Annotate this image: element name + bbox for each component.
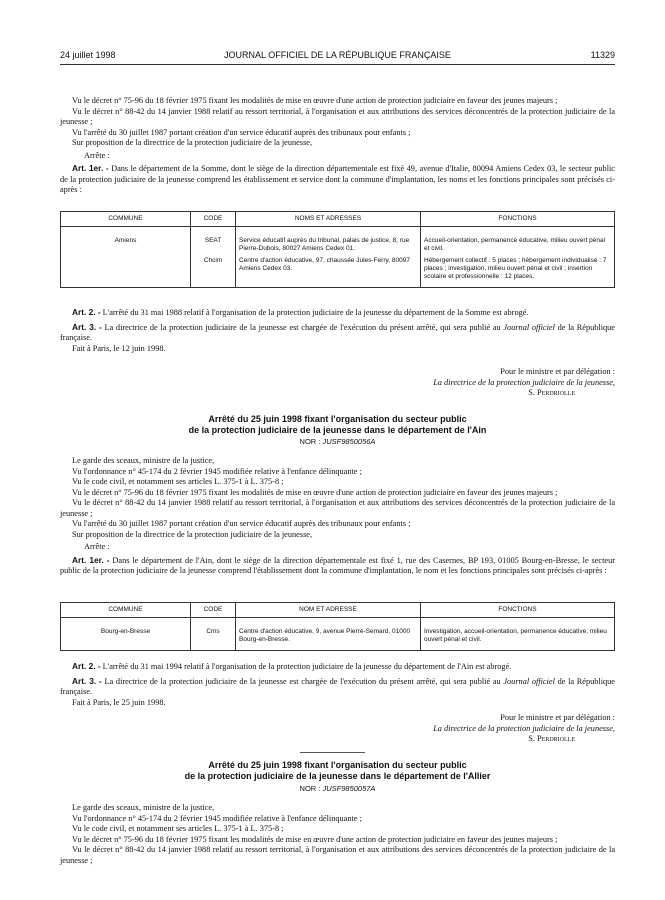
col-commune: COMMUNE — [61, 603, 191, 618]
cell-adresse: Centre d'action éducative, 9, avenue Pierre-Semard, 01000 Bourg-en-Bresse. — [236, 618, 421, 651]
article-2 — [60, 661, 615, 673]
cell-code: SEAT — [191, 227, 236, 256]
ain-visas — [60, 456, 615, 577]
article-text: La directrice de la protection judiciaire de la jeunesse est chargée de l'exécution du présent arrêté, qui sera publié au — [104, 322, 501, 332]
cell-adresse: Service éducatif auprès du tribunal, palais de justice, 8, rue Pierre-Dubois, 80027 Amiens Cedex 01. — [236, 227, 421, 256]
table-header-row — [61, 603, 615, 618]
article-text: L'arrêté du 31 mai 1994 relatif à l'organisation de la protection judiciaire de la jeunesse du département de l'Ain est abrogé. — [102, 662, 512, 671]
nor-code: JUSF9850056A — [322, 437, 376, 446]
visa: Sur proposition de la directrice de la protection judiciaire de la jeunesse, — [72, 529, 313, 539]
visa: Vu le décret n° 75-96 du 18 février 1975 fixant les modalités de mise en œuvre d'une action de protection judiciaire en faveur des jeunes majeurs ; — [72, 96, 558, 105]
title-line: Arrêté du 25 juin 1998 fixant l'organisation du secteur public — [208, 414, 467, 424]
cell-commune: Amiens — [114, 237, 137, 244]
cell-code: Chcim — [191, 255, 236, 288]
visa: Vu l'ordonnance n° 45-174 du 2 février 1945 modifiée relative à l'enfance délinquante ; — [72, 813, 362, 823]
ain-title — [60, 414, 615, 436]
signature-line: Pour le ministre et par délégation : — [500, 713, 615, 722]
cell-code: Cms — [191, 618, 236, 651]
fait-a-paris: Fait à Paris, le 25 juin 1998. — [72, 697, 166, 707]
table-row — [61, 255, 615, 288]
article-text: La directrice de la protection judiciaire de la jeunesse est chargée de l'exécution du présent arrêté, qui sera publié au — [104, 676, 501, 686]
journal-officiel-ref: Journal officiel — [503, 322, 555, 332]
visa: Vu l'arrêté du 30 juillet 1987 portant création d'un service éducatif auprès des tribunaux pour enfants ; — [72, 519, 411, 528]
table-row — [61, 618, 615, 651]
ain-nor — [60, 437, 615, 446]
article-1 — [60, 163, 615, 196]
fait-a-paris: Fait à Paris, le 12 juin 1998. — [72, 343, 166, 353]
col-fonctions: FONCTIONS — [421, 212, 615, 227]
title-line: Arrêté du 25 juin 1998 fixant l'organisation du secteur public — [208, 760, 467, 770]
article-text: de la République française. — [60, 676, 615, 696]
col-commune: COMMUNE — [61, 212, 191, 227]
col-adresses: NOMS ET ADRESSES — [236, 212, 421, 227]
arrete-label: Arrête : — [84, 542, 110, 551]
visa: Vu le décret n° 88-42 du 14 janvier 1988 relatif au ressort territorial, à l'organisation et aux attributions des services déconcentrés de la protection judiciaire de la jeunesse ; — [60, 106, 615, 126]
visa: Vu l'ordonnance n° 45-174 du 2 février 1945 modifiée relative à l'enfance délinquante ; — [72, 466, 362, 476]
visa: Vu le décret n° 88-42 du 14 janvier 1988 relatif au ressort territorial, à l'organisation et aux attributions des services déconcentrés de la protection judiciaire de la jeunesse ; — [60, 845, 615, 865]
title-line: de la protection judiciaire de la jeunesse dans le département de l'Ain — [188, 425, 487, 435]
article-label: Art. 2. - — [72, 661, 101, 671]
ain-final-articles — [60, 661, 615, 708]
visa: Vu le décret n° 75-96 du 18 février 1975 fixant les modalités de mise en œuvre d'une action de protection judiciaire en faveur des jeunes majeurs ; — [72, 487, 558, 497]
visa: Vu le décret n° 88-42 du 14 janvier 1988 relatif au ressort territorial, à l'organisation et aux attributions des services déconcentrés de la protection judiciaire de la jeunesse ; — [60, 498, 615, 518]
article-3 — [60, 676, 615, 698]
article-label: Art. 3. - — [72, 321, 102, 332]
signature-title: La directrice de la protection judiciaire de la jeunesse, — [433, 377, 615, 387]
visa: Vu le code civil, et notamment ses articles L. 375-1 à L. 375-8 ; — [72, 477, 284, 486]
nor-label: NOR : — [299, 784, 321, 793]
cell-adresse: Centre d'action éducative, 97, chaussée Jules-Ferry, 80097 Amiens Cedex 03. — [236, 255, 421, 288]
visa: Le garde des sceaux, ministre de la justice, — [72, 456, 215, 465]
header-journal: JOURNAL OFFICIEL DE LA RÉPUBLIQUE FRANÇAISE — [224, 50, 451, 60]
section-separator — [300, 752, 365, 753]
table-header-row — [61, 212, 615, 227]
visa: Vu l'arrêté du 30 juillet 1987 portant création d'un service éducatif auprès des tribunaux pour enfants ; — [72, 127, 411, 137]
somme-signature — [380, 367, 615, 399]
article-label: Art. 3. - — [72, 675, 102, 686]
table-row — [61, 227, 615, 256]
cell-commune — [61, 255, 191, 288]
header-date: 24 juillet 1998 — [60, 50, 116, 60]
col-code: CODE — [191, 212, 236, 227]
article-text: de la République française. — [60, 322, 615, 342]
article-text: Dans le département de l'Ain, dont le siège de la direction départementale est fixé 1, rue des Casernes, BP 193, 01005 Bourg-en-Bresse, le secteur public de la protection judiciaire de la jeunesse comprend l'établissement dont la commune d'implantation, le nom et les fonctions principales sont précisés ci-après : — [60, 555, 615, 575]
header-rule — [60, 64, 615, 65]
signature-name: S. Perdriolle — [528, 734, 575, 743]
allier-visas — [60, 803, 615, 866]
signature-title: La directrice de la protection judiciaire de la jeunesse, — [433, 723, 615, 733]
article-label: Art. 2. - — [72, 307, 101, 317]
cell-commune: Bourg-en-Bresse — [100, 628, 151, 635]
allier-nor — [60, 784, 615, 793]
journal-officiel-ref: Journal officiel — [503, 676, 555, 686]
page-header — [60, 50, 615, 62]
cell-fonctions: Investigation, accueil-orientation, permanence éducative, milieu ouvert pénal et civil. — [421, 618, 615, 651]
article-label: Art. 1er. - — [72, 163, 109, 173]
col-code: CODE — [191, 603, 236, 618]
col-adresse: NOM ET ADRESSE — [236, 603, 421, 618]
ain-establishments-table — [60, 602, 615, 651]
article-label: Art. 1er. - — [72, 554, 110, 565]
somme-establishments-table — [60, 211, 615, 288]
article-text: Dans le département de la Somme, dont le siège de la direction départementale est fixé 49, avenue d'Italie, 80094 Amiens Cedex 03, le secteur public de la protection judiciaire de la jeunesse comprend les établissement et service dont la commune d'implantation, les noms et les fonctions principales sont précisés ci-après : — [60, 164, 615, 194]
visa: Vu le code civil, et notamment ses articles L. 375-1 à L. 375-8 ; — [72, 824, 284, 833]
ain-signature — [380, 713, 615, 745]
visa: Sur proposition de la directrice de la protection judiciaire de la jeunesse, — [72, 138, 313, 147]
visa: Vu le décret n° 75-96 du 18 février 1975 fixant les modalités de mise en œuvre d'une action de protection judiciaire en faveur des jeunes majeurs ; — [72, 834, 558, 844]
col-fonctions: FONCTIONS — [421, 603, 615, 618]
header-page-number: 11329 — [590, 50, 615, 60]
cell-fonctions: Accueil-orientation, permanence éducative, milieu ouvert pénal et civil. — [421, 227, 615, 256]
signature-name: S. Perdriolle — [528, 388, 575, 397]
nor-label: NOR : — [299, 437, 321, 446]
cell-fonctions: Hébergement collectif : 5 places ; hébergement individualisé : 7 places ; investigation, milieu ouvert pénal et civil ; insertion scolaire et professionnelle : 12 places. — [421, 255, 615, 288]
title-line: de la protection judiciaire de la jeunesse dans le département de l'Allier — [184, 771, 491, 781]
article-3 — [60, 322, 615, 344]
somme-final-articles — [60, 307, 615, 354]
allier-title — [60, 760, 615, 782]
article-2 — [60, 307, 615, 319]
arrete-label: Arrête : — [84, 150, 110, 160]
nor-code: JUSF9850057A — [322, 784, 376, 793]
somme-visas — [60, 96, 615, 196]
visa: Le garde des sceaux, ministre de la justice, — [72, 803, 215, 812]
article-text: L'arrêté du 31 mai 1988 relatif à l'organisation de la protection judiciaire de la jeunesse du département de la Somme est abrogé. — [102, 308, 529, 317]
signature-line: Pour le ministre et par délégation : — [500, 367, 615, 376]
article-1 — [60, 555, 615, 577]
